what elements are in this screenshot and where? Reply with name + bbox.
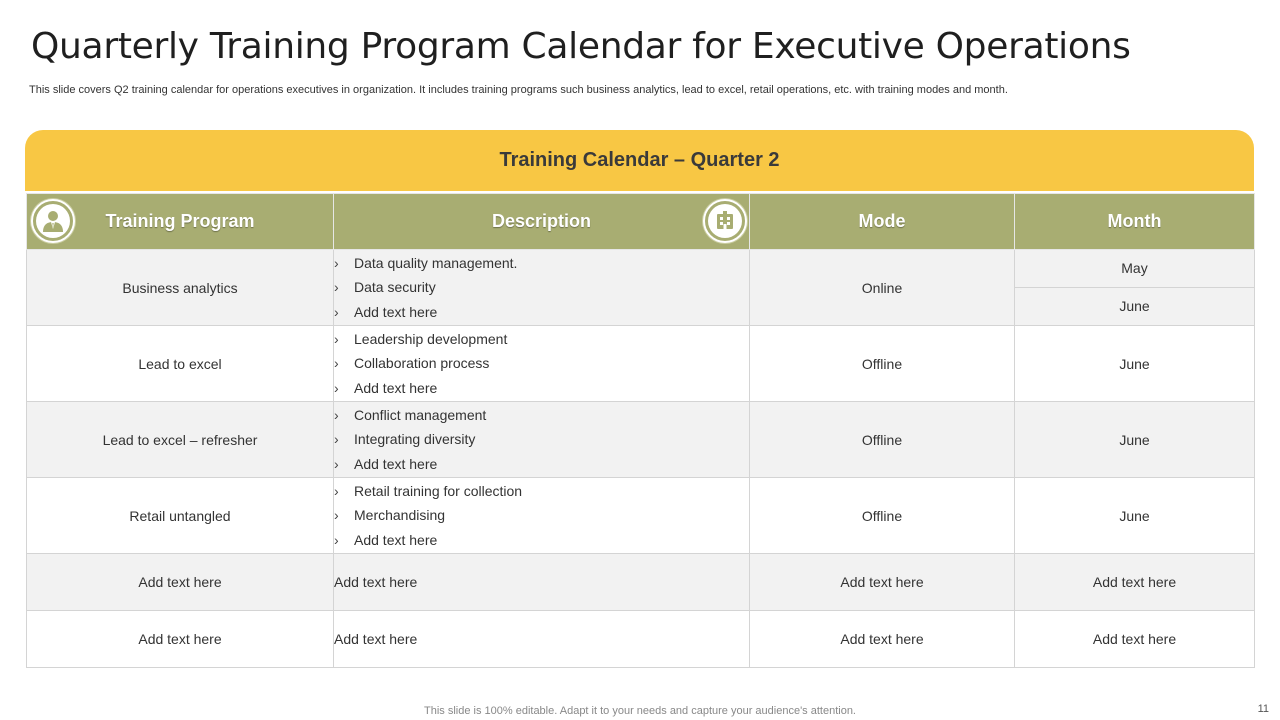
description-item: › Merchandising [334,507,446,524]
table-row [27,402,1255,478]
program-cell: Add text here [27,554,334,611]
program-cell: Lead to excel – refresher [27,402,334,478]
description-cell: Add text here [334,554,750,611]
description-item: › Add text here [334,455,438,472]
description-item: › Leadership development [334,330,508,347]
header-label: Month [1107,211,1162,231]
description-cell [334,326,750,402]
table-row [27,478,1255,554]
mode-cell: Online [750,250,1015,326]
description-item: › Add text here [334,303,438,320]
header-label: Training Program [105,211,255,231]
slide-title: Quarterly Training Program Calendar for Executive Operations [31,26,1131,67]
month-cell: June [1015,478,1255,554]
program-cell: Business analytics [27,250,334,326]
building-icon [703,199,747,243]
businessman-icon [31,199,75,243]
month-cell: Add text here [1015,611,1255,668]
program-cell: Lead to excel [27,326,334,402]
month-cell: Add text here [1015,554,1255,611]
month-value: June [1015,287,1254,325]
mode-cell: Offline [750,402,1015,478]
description-item: › Add text here [334,531,438,548]
description-item: › Retail training for collection [334,482,523,499]
table-row [27,326,1255,402]
description-item: › Collaboration process [334,355,490,372]
description-cell [334,250,750,326]
mode-cell: Offline [750,326,1015,402]
slide-subtitle: This slide covers Q2 training calendar for operations executives in organization. It includes training programs such business analytics, lead to excel, retail operations, etc. with training modes and month. [29,84,1008,96]
slide-footer: This slide is 100% editable. Adapt it to your needs and capture your audience's attention. [424,705,856,717]
calendar-title: Training Calendar – Quarter 2 [499,149,780,171]
header-description [334,194,750,250]
header-training-program [27,194,334,250]
header-label: Description [491,211,592,231]
description-item: › Integrating diversity [334,431,476,448]
month-cell: June [1015,402,1255,478]
program-cell: Retail untangled [27,478,334,554]
program-cell: Add text here [27,611,334,668]
header-label: Mode [858,211,906,231]
mode-cell: Offline [750,478,1015,554]
description-cell: Add text here [334,611,750,668]
header-mode [750,194,1015,250]
table-row [27,554,1255,611]
header-month [1015,194,1255,250]
table-row [27,250,1255,326]
mode-cell: Add text here [750,611,1015,668]
calendar-header [25,130,1254,191]
month-cell: June [1015,326,1255,402]
description-item: › Data quality management. [334,254,518,271]
table-row [27,611,1255,668]
page-number: 11 [1257,703,1269,715]
month-cell [1015,250,1255,326]
description-item: › Data security [334,279,436,296]
description-item: › Conflict management [334,406,487,423]
month-value: May [1121,260,1148,276]
description-item: › Add text here [334,379,438,396]
table-header-row [27,194,1255,250]
description-cell [334,402,750,478]
description-cell [334,478,750,554]
training-calendar-table [26,193,1255,668]
mode-cell: Add text here [750,554,1015,611]
